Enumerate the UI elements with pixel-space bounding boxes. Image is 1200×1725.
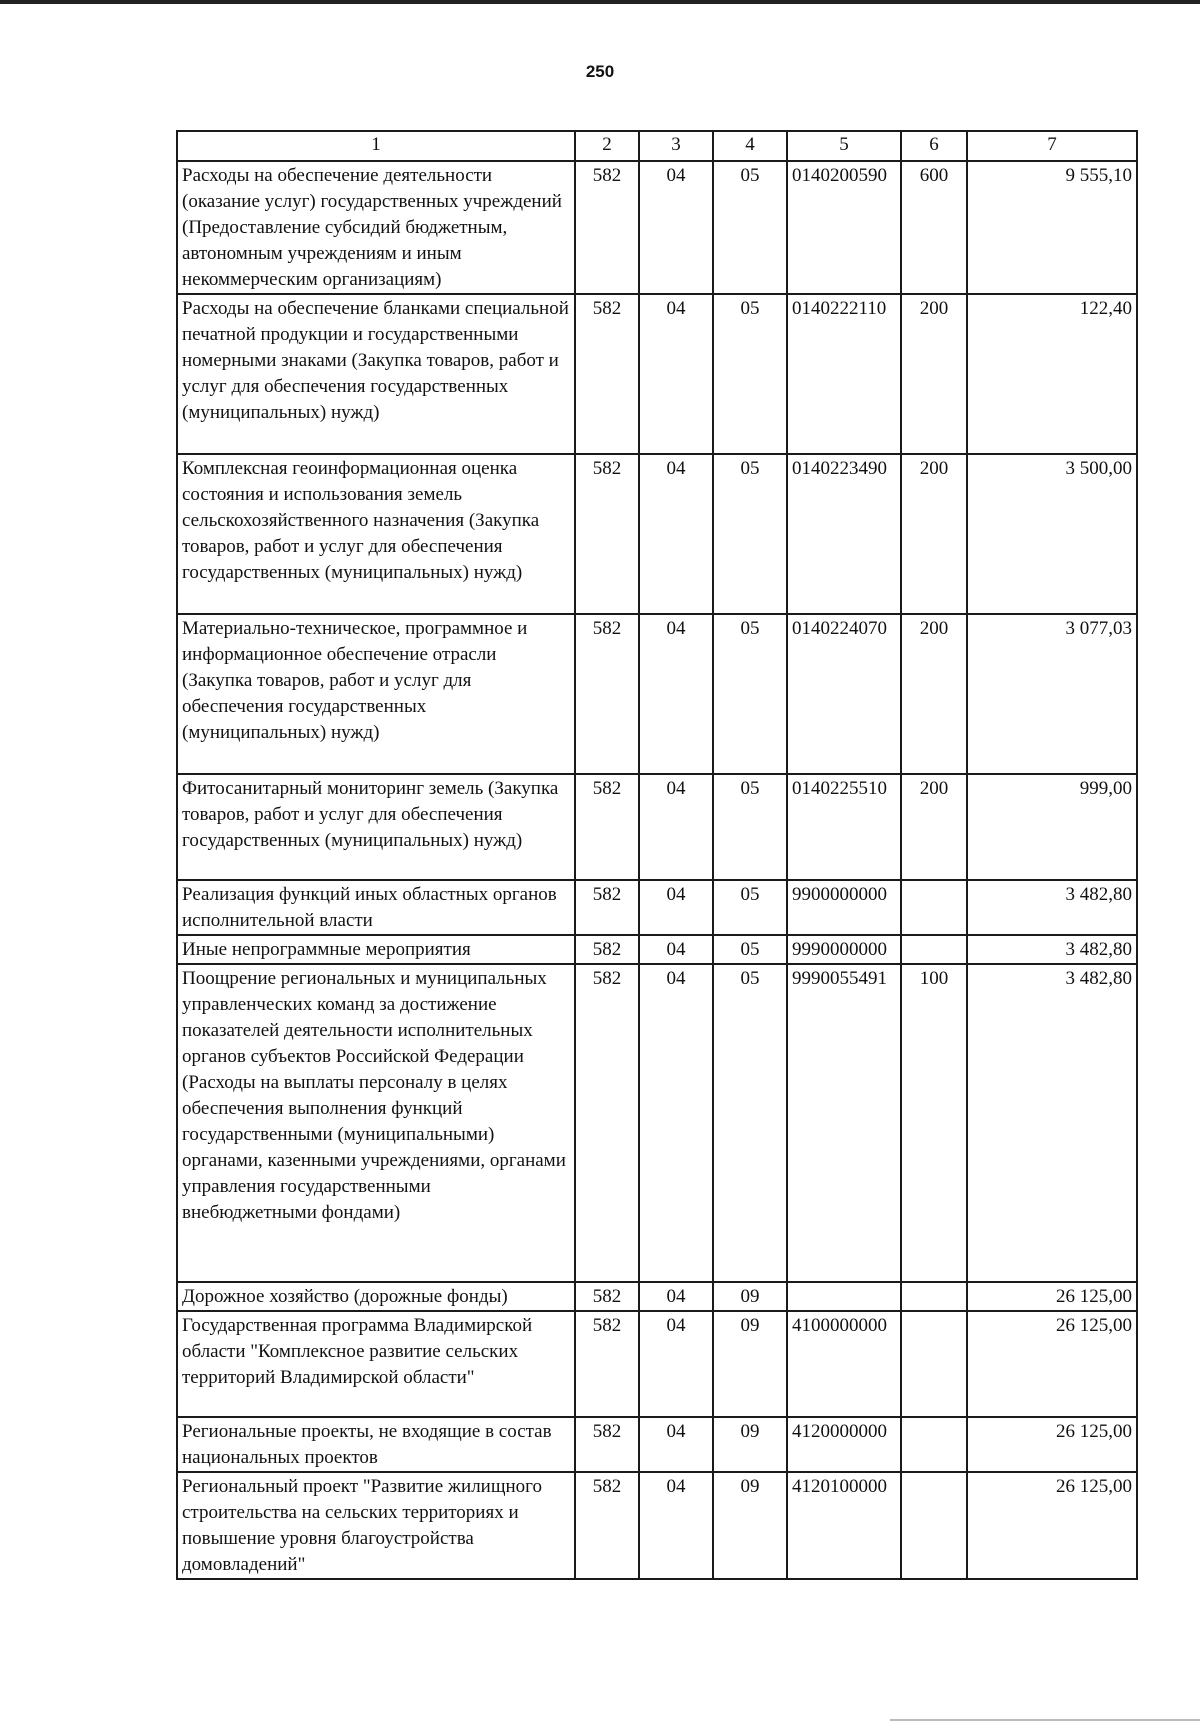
row-target-code: 9990055491: [787, 964, 901, 1282]
table-row: [177, 614, 1137, 774]
row-amount: 26 125,00: [967, 1282, 1137, 1311]
row-section-code: 04: [639, 774, 713, 880]
row-subsection-code: 05: [713, 935, 787, 964]
header-row: [177, 131, 1137, 161]
row-ministry-code: 582: [575, 454, 639, 614]
row-amount: 26 125,00: [967, 1311, 1137, 1417]
row-amount: 999,00: [967, 774, 1137, 880]
row-expense-type: [901, 1472, 967, 1579]
row-subsection-code: 05: [713, 614, 787, 774]
row-amount: 122,40: [967, 294, 1137, 454]
header-col-3: 3: [639, 131, 713, 161]
row-subsection-code: 09: [713, 1282, 787, 1311]
table-row: [177, 1282, 1137, 1311]
row-name: Реализация функций иных областных органов исполнительной власти: [177, 880, 575, 935]
row-target-code: 9900000000: [787, 880, 901, 935]
row-section-code: 04: [639, 935, 713, 964]
table-row: [177, 774, 1137, 880]
row-expense-type: [901, 880, 967, 935]
row-ministry-code: 582: [575, 614, 639, 774]
row-amount: 3 482,80: [967, 935, 1137, 964]
row-expense-type: [901, 1311, 967, 1417]
row-name: Региональный проект "Развитие жилищного строительства на сельских территориях и повышение уровня благоустройства домовладений": [177, 1472, 575, 1579]
row-amount: 26 125,00: [967, 1417, 1137, 1472]
row-section-code: 04: [639, 1282, 713, 1311]
row-name: Расходы на обеспечение бланками специальной печатной продукции и государственными номерными знаками (Закупка товаров, работ и услуг для обеспечения государственных (муниципальных) нужд): [177, 294, 575, 454]
header-col-1: 1: [177, 131, 575, 161]
row-section-code: 04: [639, 1417, 713, 1472]
table-row: [177, 880, 1137, 935]
row-amount: 3 482,80: [967, 964, 1137, 1282]
row-subsection-code: 05: [713, 454, 787, 614]
row-ministry-code: 582: [575, 964, 639, 1282]
page-number: 250: [585, 62, 615, 81]
row-expense-type: 200: [901, 454, 967, 614]
row-target-code: 0140200590: [787, 161, 901, 294]
row-expense-type: 100: [901, 964, 967, 1282]
row-ministry-code: 582: [575, 1282, 639, 1311]
row-amount: 3 482,80: [967, 880, 1137, 935]
row-name: Региональные проекты, не входящие в состав национальных проектов: [177, 1417, 575, 1472]
table-row: [177, 454, 1137, 614]
row-name: Расходы на обеспечение деятельности (оказание услуг) государственных учреждений (Предоставление субсидий бюджетным, автономным учреждениям и иным некоммерческим организациям): [177, 161, 575, 294]
table-row: [177, 161, 1137, 294]
table-row: [177, 935, 1137, 964]
header-col-4: 4: [713, 131, 787, 161]
row-target-code: 0140224070: [787, 614, 901, 774]
row-name: Материально-техническое, программное и информационное обеспечение отрасли (Закупка товаров, работ и услуг для обеспечения государственных (муниципальных) нужд): [177, 614, 575, 774]
row-target-code: 0140225510: [787, 774, 901, 880]
row-expense-type: 200: [901, 774, 967, 880]
row-amount: 3 077,03: [967, 614, 1137, 774]
row-section-code: 04: [639, 161, 713, 294]
row-name: Иные непрограммные мероприятия: [177, 935, 575, 964]
row-subsection-code: 09: [713, 1417, 787, 1472]
row-subsection-code: 05: [713, 774, 787, 880]
row-ministry-code: 582: [575, 774, 639, 880]
row-expense-type: [901, 1417, 967, 1472]
row-ministry-code: 582: [575, 1311, 639, 1417]
row-subsection-code: 09: [713, 1311, 787, 1417]
row-ministry-code: 582: [575, 161, 639, 294]
row-name: Государственная программа Владимирской области "Комплексное развитие сельских территорий Владимирской области": [177, 1311, 575, 1417]
row-amount: 3 500,00: [967, 454, 1137, 614]
row-ministry-code: 582: [575, 294, 639, 454]
row-amount: 9 555,10: [967, 161, 1137, 294]
row-expense-type: 200: [901, 614, 967, 774]
row-ministry-code: 582: [575, 880, 639, 935]
row-expense-type: 600: [901, 161, 967, 294]
row-subsection-code: 05: [713, 880, 787, 935]
row-section-code: 04: [639, 1472, 713, 1579]
scan-top-edge: [0, 0, 1200, 4]
row-subsection-code: 05: [713, 964, 787, 1282]
row-subsection-code: 05: [713, 161, 787, 294]
header-col-7: 7: [967, 131, 1137, 161]
row-name: Дорожное хозяйство (дорожные фонды): [177, 1282, 575, 1311]
table-row: [177, 1472, 1137, 1579]
row-name: Поощрение региональных и муниципальных управленческих команд за достижение показателей деятельности исполнительных органов субъектов Российской Федерации (Расходы на выплаты персоналу в целях обеспечения выполнения функций государственными (муниципальными) органами, казенными учреждениями, органами управления государственными внебюджетными фондами): [177, 964, 575, 1282]
row-expense-type: [901, 935, 967, 964]
row-section-code: 04: [639, 294, 713, 454]
row-subsection-code: 09: [713, 1472, 787, 1579]
row-target-code: [787, 1282, 901, 1311]
header-col-5: 5: [787, 131, 901, 161]
row-section-code: 04: [639, 614, 713, 774]
row-name: Фитосанитарный мониторинг земель (Закупка товаров, работ и услуг для обеспечения государственных (муниципальных) нужд): [177, 774, 575, 880]
table-row: [177, 964, 1137, 1282]
row-target-code: 9990000000: [787, 935, 901, 964]
row-section-code: 04: [639, 880, 713, 935]
table-row: [177, 1311, 1137, 1417]
row-target-code: 4120000000: [787, 1417, 901, 1472]
row-target-code: 4120100000: [787, 1472, 901, 1579]
header-col-6: 6: [901, 131, 967, 161]
row-expense-type: 200: [901, 294, 967, 454]
row-name: Комплексная геоинформационная оценка состояния и использования земель сельскохозяйственного назначения (Закупка товаров, работ и услуг для обеспечения государственных (муниципальных) нужд): [177, 454, 575, 614]
row-target-code: 4100000000: [787, 1311, 901, 1417]
row-section-code: 04: [639, 1311, 713, 1417]
row-ministry-code: 582: [575, 935, 639, 964]
row-subsection-code: 05: [713, 294, 787, 454]
scan-bottom-edge: [890, 1719, 1200, 1721]
header-col-2: 2: [575, 131, 639, 161]
table-row: [177, 294, 1137, 454]
row-section-code: 04: [639, 964, 713, 1282]
row-expense-type: [901, 1282, 967, 1311]
row-section-code: 04: [639, 454, 713, 614]
row-ministry-code: 582: [575, 1417, 639, 1472]
row-ministry-code: 582: [575, 1472, 639, 1579]
budget-table: [176, 130, 1138, 1580]
row-target-code: 0140223490: [787, 454, 901, 614]
row-target-code: 0140222110: [787, 294, 901, 454]
row-amount: 26 125,00: [967, 1472, 1137, 1579]
table-row: [177, 1417, 1137, 1472]
